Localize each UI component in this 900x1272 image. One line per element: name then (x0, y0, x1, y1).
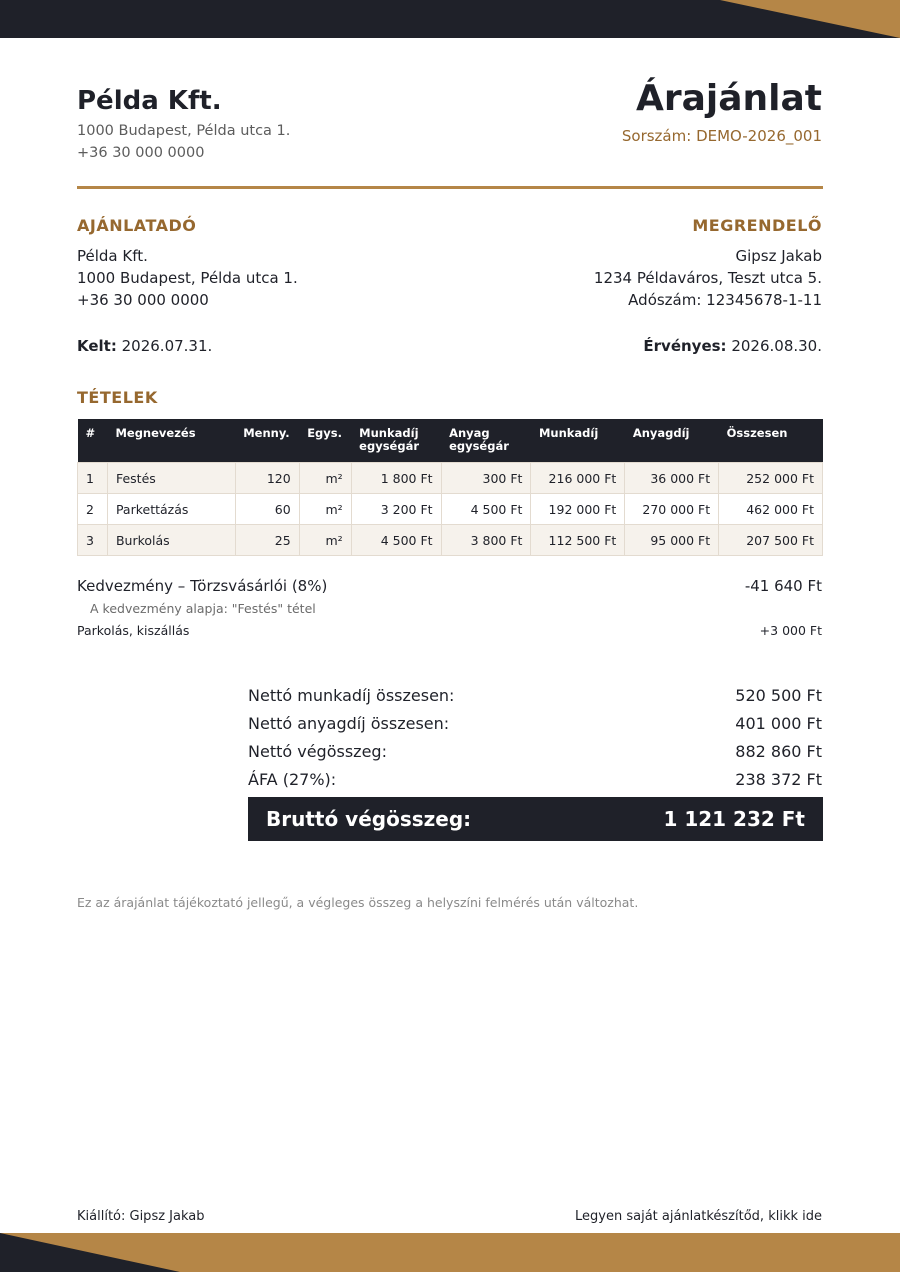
offerer-heading: AJÁNLATADÓ (77, 216, 197, 235)
top-decorative-band (0, 0, 900, 38)
bottom-decorative-band (0, 1233, 900, 1272)
col-header-labor: Munkadíj (531, 419, 625, 463)
cell-unit: m² (299, 494, 351, 525)
table-row (78, 463, 823, 494)
valid-until (643, 337, 822, 355)
cell-material-unit-price: 3 800 Ft (441, 525, 531, 556)
cell-index: 1 (78, 463, 108, 494)
cell-quantity: 60 (235, 494, 299, 525)
cell-material-unit-price: 4 500 Ft (441, 494, 531, 525)
promo-link[interactable]: Legyen saját ajánlatkészítőd, klikk ide (575, 1209, 822, 1224)
serial-value: DEMO-2026_001 (696, 127, 822, 145)
discount-label: Kedvezmény – Törzsvásárlói (8%) (77, 577, 328, 595)
col-header-index: # (78, 419, 108, 463)
gross-total-value: 1 121 232 Ft (663, 807, 805, 831)
company-name: Példa Kft. (77, 86, 222, 116)
col-header-quantity: Menny. (235, 419, 299, 463)
cell-labor: 112 500 Ft (531, 525, 625, 556)
col-header-material: Anyagdíj (625, 419, 719, 463)
header-divider (77, 186, 823, 189)
cell-name: Parkettázás (107, 494, 235, 525)
cell-index: 3 (78, 525, 108, 556)
document-title: Árajánlat (635, 78, 822, 119)
col-header-material-unit-price: Anyag egységár (441, 419, 531, 463)
cell-total: 462 000 Ft (719, 494, 823, 525)
cell-total: 207 500 Ft (719, 525, 823, 556)
vat-value: 238 372 Ft (735, 770, 822, 789)
serial-label: Sorszám: (621, 127, 692, 145)
vat-label: ÁFA (27%): (248, 770, 337, 789)
serial-number (622, 127, 822, 145)
customer-heading: MEGRENDELŐ (692, 216, 822, 235)
footer-issuer: Kiállító: Gipsz Jakab (77, 1209, 205, 1224)
company-phone: +36 30 000 0000 (77, 145, 205, 161)
net-total-value: 882 860 Ft (735, 742, 822, 761)
discount-value: -41 640 Ft (744, 577, 822, 595)
cell-labor: 192 000 Ft (531, 494, 625, 525)
offerer-name: Példa Kft. (77, 247, 148, 265)
cell-material: 36 000 Ft (625, 463, 719, 494)
cell-quantity: 25 (235, 525, 299, 556)
cell-total: 252 000 Ft (719, 463, 823, 494)
issue-date (77, 337, 212, 355)
customer-name: Gipsz Jakab (735, 247, 822, 265)
cell-unit: m² (299, 463, 351, 494)
net-labor-value: 520 500 Ft (735, 686, 822, 705)
cell-labor-unit-price: 1 800 Ft (351, 463, 441, 494)
items-heading: TÉTELEK (77, 388, 158, 407)
col-header-total: Összesen (719, 419, 823, 463)
cell-labor-unit-price: 3 200 Ft (351, 494, 441, 525)
net-material-label: Nettó anyagdíj összesen: (248, 714, 450, 733)
customer-tax-id: Adószám: 12345678-1-11 (628, 291, 822, 309)
col-header-name: Megnevezés (107, 419, 235, 463)
items-header-row (78, 419, 823, 463)
offerer-phone: +36 30 000 0000 (77, 291, 209, 309)
customer-address: 1234 Példaváros, Teszt utca 5. (593, 269, 822, 287)
gross-total-bar (248, 797, 823, 841)
valid-until-value: 2026.08.30. (731, 337, 822, 355)
net-total-label: Nettó végösszeg: (248, 742, 387, 761)
issue-date-label: Kelt: (77, 337, 117, 355)
cell-name: Festés (107, 463, 235, 494)
col-header-unit: Egys. (299, 419, 351, 463)
valid-until-label: Érvényes: (643, 337, 727, 355)
extra-cost-label: Parkolás, kiszállás (77, 623, 190, 638)
cell-unit: m² (299, 525, 351, 556)
cell-material: 270 000 Ft (625, 494, 719, 525)
col-header-labor-unit-price: Munkadíj egységár (351, 419, 441, 463)
table-row (78, 525, 823, 556)
net-material-value: 401 000 Ft (735, 714, 822, 733)
extra-cost-value: +3 000 Ft (759, 623, 822, 638)
cell-material-unit-price: 300 Ft (441, 463, 531, 494)
cell-material: 95 000 Ft (625, 525, 719, 556)
net-labor-label: Nettó munkadíj összesen: (248, 686, 455, 705)
cell-labor-unit-price: 4 500 Ft (351, 525, 441, 556)
company-address: 1000 Budapest, Példa utca 1. (77, 123, 291, 139)
offerer-address: 1000 Budapest, Példa utca 1. (77, 269, 298, 287)
disclaimer: Ez az árajánlat tájékoztató jellegű, a végleges összeg a helyszíni felmérés után változhat. (77, 895, 639, 910)
gross-total-label: Bruttó végösszeg: (266, 807, 472, 831)
discount-note: A kedvezmény alapja: "Festés" tétel (90, 601, 316, 616)
cell-labor: 216 000 Ft (531, 463, 625, 494)
issue-date-value: 2026.07.31. (121, 337, 213, 355)
items-table (77, 419, 823, 556)
cell-index: 2 (78, 494, 108, 525)
table-row (78, 494, 823, 525)
cell-quantity: 120 (235, 463, 299, 494)
cell-name: Burkolás (107, 525, 235, 556)
